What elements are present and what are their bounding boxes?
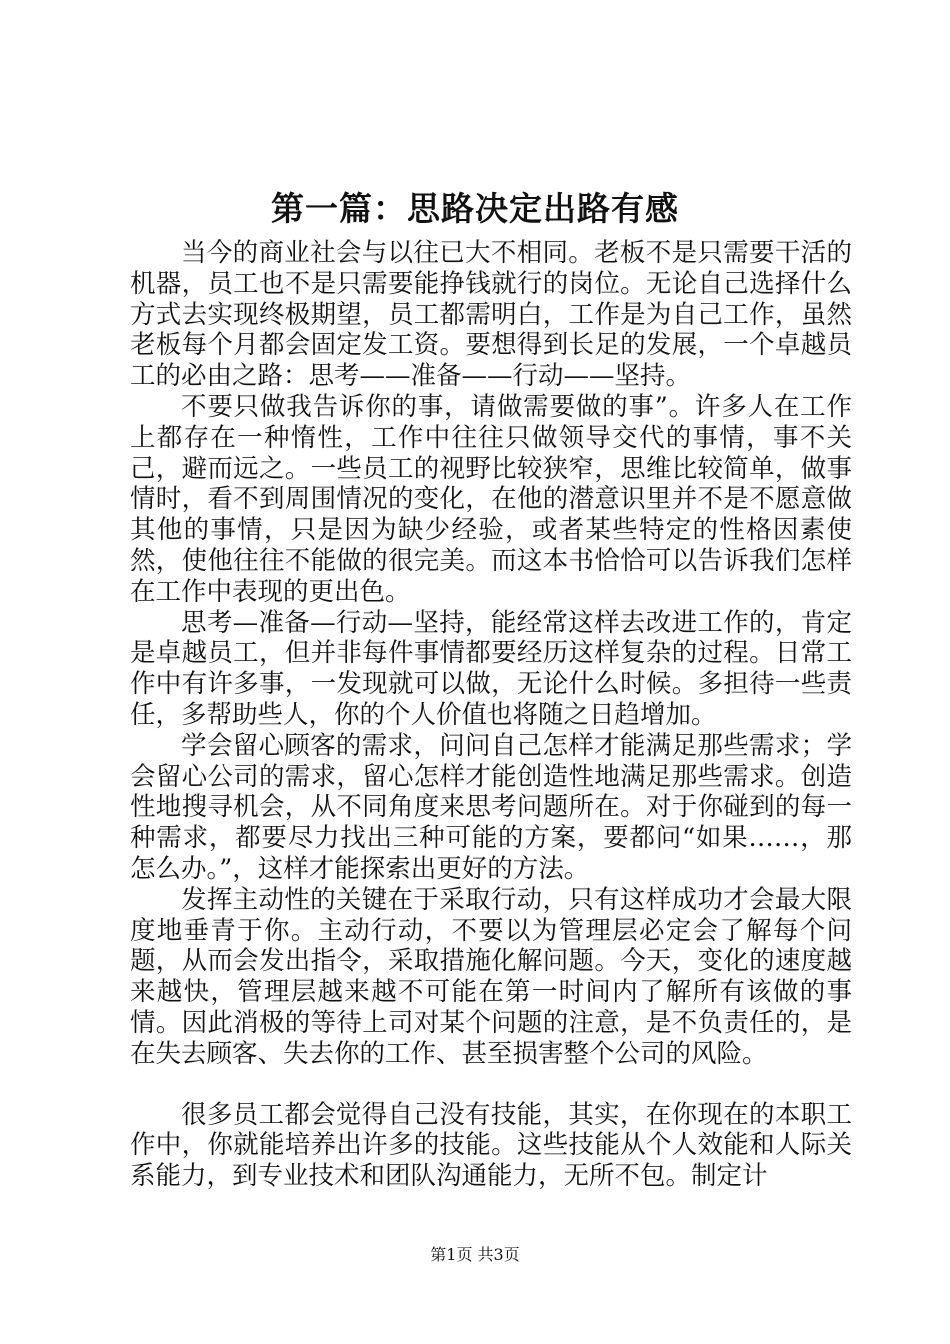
document-title: 第一篇：思路决定出路有感 xyxy=(271,189,679,228)
page-number-footer: 第1页 共3页 xyxy=(430,1245,520,1264)
paragraph: 很多员工都会觉得自己没有技能，其实，在你现在的本职工作中，你就能培养出许多的技能。这些技能从个人效能和人际关系能力，到专业技术和团队沟通能力，无所不包。制定计 xyxy=(130,1099,852,1192)
paragraph: 当今的商业社会与以往已大不相同。老板不是只需要干活的机器，员工也不是只需要能挣钱就行的岗位。无论自己选择什么方式去实现终极期望，员工都需明白，工作是为自己工作，虽然老板每个月都会固定发工资。要想得到长足的发展，一个卓越员工的必由之路：思考——准备——行动——坚持。 xyxy=(130,238,852,392)
document-body xyxy=(130,238,852,1192)
paragraph: 学会留心顾客的需求，问问自己怎样才能满足那些需求；学会留心公司的需求，留心怎样才能创造性地满足那些需求。创造性地搜寻机会，从不同角度来思考问题所在。对于你碰到的每一种需求，都要尽力找出三种可能的方案，要都问“如果……，那怎么办。”，这样才能探索出更好的方法。 xyxy=(130,730,852,884)
paragraph: 思考—准备—行动—坚持，能经常这样去改进工作的，肯定是卓越员工，但并非每件事情都要经历这样复杂的过程。日常工作中有许多事，一发现就可以做，无论什么时候。多担待一些责任，多帮助些人，你的个人价值也将随之日趋增加。 xyxy=(130,607,852,730)
paragraph: 发挥主动性的关键在于采取行动，只有这样成功才会最大限度地垂青于你。主动行动，不要以为管理层必定会了解每个问题，从而会发出指令，采取措施化解问题。今天，变化的速度越来越快，管理层越来越不可能在第一时间内了解所有该做的事情。因此消极的等待上司对某个问题的注意，是不负责任的，是在失去顾客、失去你的工作、甚至损害整个公司的风险。 xyxy=(130,884,852,1069)
paragraph: 不要只做我告诉你的事，请做需要做的事”。许多人在工作上都存在一种惰性，工作中往往只做领导交代的事情，事不关己，避而远之。一些员工的视野比较狭窄，思维比较简单，做事情时，看不到周围情况的变化，在他的潜意识里并不是不愿意做其他的事情，只是因为缺少经验，或者某些特定的性格因素使然，使他往往不能做的很完美。而这本书恰恰可以告诉我们怎样在工作中表现的更出色。 xyxy=(130,391,852,607)
